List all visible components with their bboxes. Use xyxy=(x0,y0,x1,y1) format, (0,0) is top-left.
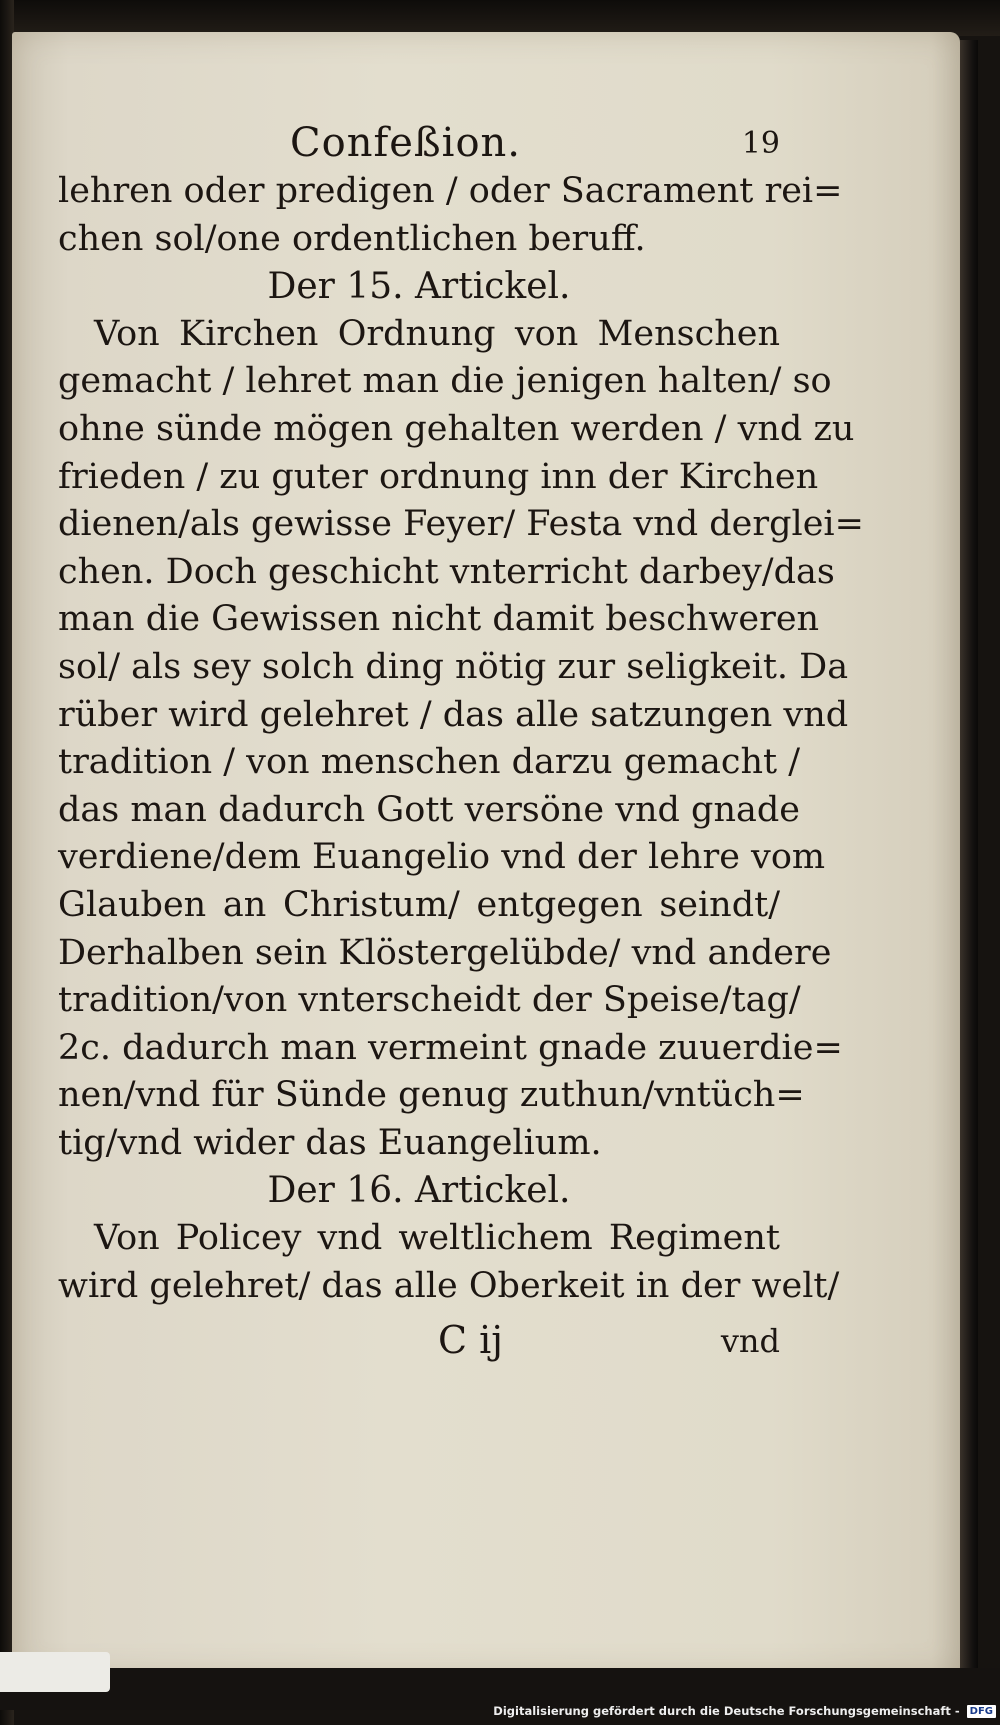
text-line: dienen/als gewisse Feyer/ Festa vnd derglei= xyxy=(58,504,864,545)
text-line: rüber wird gelehret / das alle satzungen vnd xyxy=(58,694,849,735)
text-line: Glauben an Christum/ entgegen seindt/ xyxy=(58,884,780,925)
text-line: chen. Doch geschicht vnterricht darbey/das xyxy=(58,551,835,592)
text-line: wird gelehret/ das alle Oberkeit in der welt/ xyxy=(58,1265,840,1306)
text-line: Derhalben sein Klöstergelübde/ vnd andere xyxy=(58,932,832,973)
text-line: tig/vnd wider das Euangelium. xyxy=(58,1122,602,1163)
text-line: das man dadurch Gott versöne vnd gnade xyxy=(58,789,800,830)
text-line: 2c. dadurch man vermeint gnade zuuerdie= xyxy=(58,1027,843,1068)
text-line: man die Gewissen nicht damit beschweren xyxy=(58,599,820,640)
page-text xyxy=(58,112,864,1374)
paper-slip xyxy=(0,1652,110,1692)
text-line: verdiene/dem Euangelio vnd der lehre vom xyxy=(58,837,826,878)
scan-credit-text: Digitalisierung gefördert durch die Deutsche Forschungsgemeinschaft - xyxy=(493,1704,960,1718)
article-heading: Der 16. Artickel. xyxy=(267,1170,571,1212)
page-fore-edge xyxy=(960,40,978,1670)
page-number: 19 xyxy=(741,126,780,161)
catchword: vnd xyxy=(720,1322,780,1361)
article-heading: Der 15. Artickel. xyxy=(267,266,571,308)
text-line: chen sol/one ordentlichen beruff. xyxy=(58,218,646,259)
running-head: Confeßion. xyxy=(290,120,521,166)
page-footer xyxy=(58,1314,780,1374)
text-line: tradition / von menschen darzu gemacht / xyxy=(58,742,801,783)
text-line: frieden / zu guter ordnung inn der Kirchen xyxy=(58,456,819,497)
scan-credit xyxy=(493,1704,996,1718)
text-line: Von Policey vnd weltlichem Regiment xyxy=(94,1218,780,1259)
dfg-logo: DFG xyxy=(967,1705,996,1718)
text-line: Von Kirchen Ordnung von Menschen xyxy=(94,313,780,354)
page-header xyxy=(58,112,780,168)
text-line: lehren oder predigen / oder Sacrament rei= xyxy=(58,171,843,211)
scan-top-edge xyxy=(0,0,1000,36)
text-line: tradition/von vnterscheidt der Speise/tag/ xyxy=(58,980,801,1021)
text-line: sol/ als sey solch ding nötig zur seligkeit. Da xyxy=(58,646,849,687)
text-line: ohne sünde mögen gehalten werden / vnd zu xyxy=(58,408,855,449)
signature-mark: C ij xyxy=(438,1318,504,1363)
text-line: gemacht / lehret man die jenigen halten/ so xyxy=(58,361,832,402)
text-line: nen/vnd für Sünde genug zuthun/vntüch= xyxy=(58,1075,805,1116)
